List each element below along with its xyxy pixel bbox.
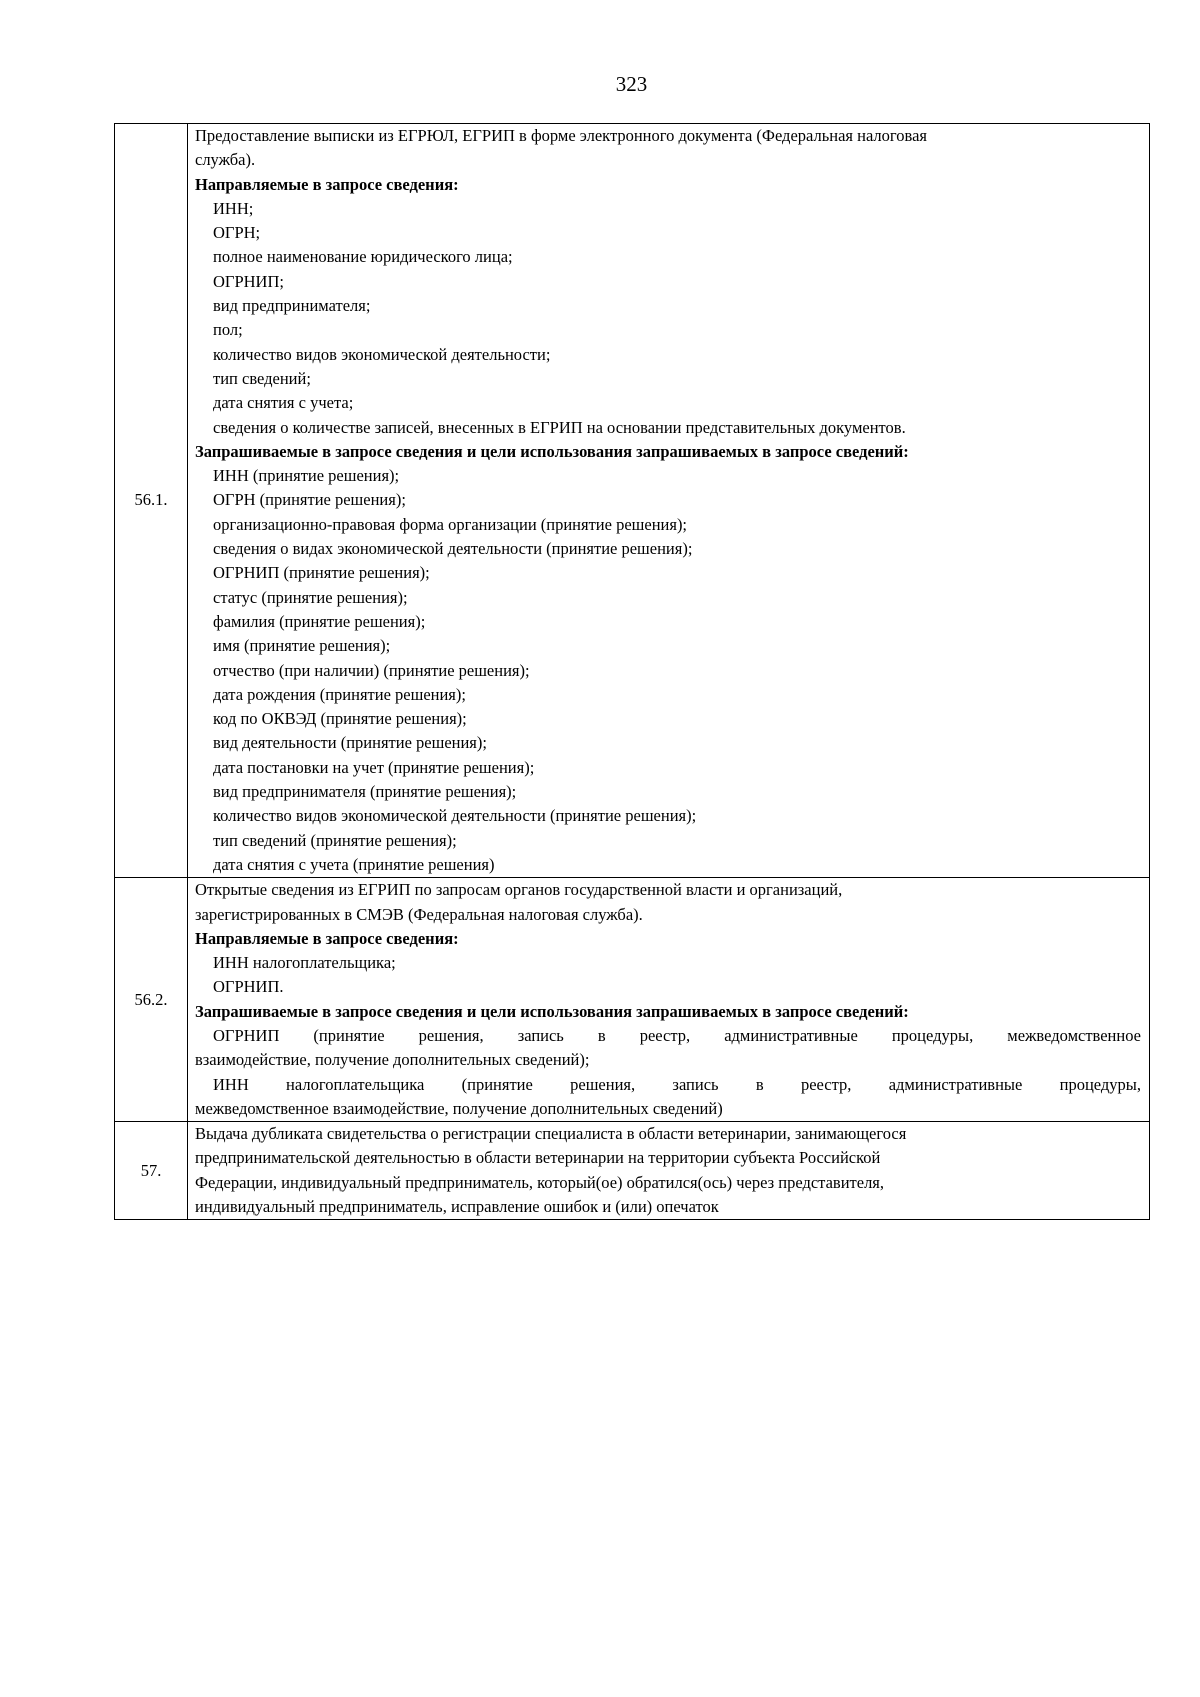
list-item: код по ОКВЭД (принятие решения); bbox=[213, 709, 467, 729]
paragraph-continuation: межведомственное взаимодействие, получение дополнительных сведений) bbox=[195, 1098, 723, 1118]
list-item: вид предпринимателя; bbox=[213, 296, 371, 316]
services-table bbox=[114, 123, 1150, 1220]
list-item: ИНН (принятие решения); bbox=[213, 466, 400, 486]
sent-data-heading: Направляемые в запросе сведения: bbox=[195, 174, 459, 194]
list-item: дата снятия с учета (принятие решения) bbox=[213, 854, 495, 874]
service-title-line: предпринимательской деятельностью в области ветеринарии на территории субъекта Российской bbox=[195, 1148, 881, 1168]
list-item: ОГРН; bbox=[213, 223, 261, 243]
list-item: дата рождения (принятие решения); bbox=[213, 684, 466, 704]
list-item: сведения о видах экономической деятельности (принятие решения); bbox=[213, 539, 693, 559]
list-item: ОГРНИП; bbox=[213, 271, 284, 291]
list-item: вид деятельности (принятие решения); bbox=[213, 733, 487, 753]
list-item: ОГРНИП. bbox=[213, 977, 284, 997]
list-item: тип сведений (принятие решения); bbox=[213, 830, 457, 850]
page-number: 323 bbox=[615, 72, 648, 96]
row-number: 56.2. bbox=[115, 878, 188, 1122]
row-content bbox=[188, 878, 1150, 1122]
list-item: отчество (при наличии) (принятие решения); bbox=[213, 660, 530, 680]
list-item: вид предпринимателя (принятие решения); bbox=[213, 782, 517, 802]
row-number: 57. bbox=[115, 1122, 188, 1220]
service-title-line: служба). bbox=[195, 150, 256, 170]
service-title-line: Федерации, индивидуальный предприниматель, который(ое) обратился(ось) через представителя, bbox=[195, 1172, 885, 1192]
list-item: количество видов экономической деятельности (принятие решения); bbox=[213, 806, 697, 826]
paragraph-first-line: ОГРНИП (принятие решения, запись в реестр, административные процедуры, межведомственное bbox=[213, 1025, 1141, 1045]
list-item: статус (принятие решения); bbox=[213, 587, 408, 607]
paragraph-continuation: взаимодействие, получение дополнительных сведений); bbox=[195, 1050, 590, 1070]
sent-data-heading: Направляемые в запросе сведения: bbox=[195, 928, 459, 948]
service-title-line: индивидуальный предприниматель, исправление ошибок и (или) опечаток bbox=[195, 1197, 719, 1217]
list-item: пол; bbox=[213, 320, 243, 340]
requested-data-heading: Запрашиваемые в запросе сведения и цели использования запрашиваемых в запросе сведений: bbox=[195, 1001, 909, 1021]
list-item: ИНН налогоплательщика; bbox=[213, 953, 396, 973]
list-item: организационно-правовая форма организации (принятие решения); bbox=[213, 514, 688, 534]
list-item: количество видов экономической деятельности; bbox=[213, 344, 551, 364]
list-item: ИНН; bbox=[213, 198, 254, 218]
service-title-line: Открытые сведения из ЕГРИП по запросам органов государственной власти и организаций, bbox=[195, 880, 843, 900]
table-row bbox=[115, 1122, 1150, 1220]
row-content bbox=[188, 124, 1150, 878]
list-item: тип сведений; bbox=[213, 368, 311, 388]
table-row bbox=[115, 878, 1150, 1122]
list-item: полное наименование юридического лица; bbox=[213, 247, 513, 267]
paragraph-first-line: ИНН налогоплательщика (принятие решения, запись в реестр, административные процедуры, bbox=[213, 1074, 1141, 1094]
requested-data-heading: Запрашиваемые в запросе сведения и цели использования запрашиваемых в запросе сведений: bbox=[195, 441, 909, 461]
service-title-line: Выдача дубликата свидетельства о регистрации специалиста в области ветеринарии, занимающегося bbox=[195, 1124, 907, 1144]
list-item: фамилия (принятие решения); bbox=[213, 611, 426, 631]
list-item: сведения о количестве записей, внесенных в ЕГРИП на основании представительных документов. bbox=[213, 417, 906, 437]
service-title-line: Предоставление выписки из ЕГРЮЛ, ЕГРИП в форме электронного документа (Федеральная налоговая bbox=[195, 126, 927, 145]
table-row bbox=[115, 124, 1150, 878]
list-item: дата снятия с учета; bbox=[213, 393, 354, 413]
list-item: ОГРНИП (принятие решения); bbox=[213, 563, 430, 583]
row-content bbox=[188, 1122, 1150, 1220]
list-item: ОГРН (принятие решения); bbox=[213, 490, 406, 510]
list-item: имя (принятие решения); bbox=[213, 636, 391, 656]
row-number: 56.1. bbox=[115, 124, 188, 878]
list-item: дата постановки на учет (принятие решения); bbox=[213, 757, 535, 777]
service-title-line: зарегистрированных в СМЭВ (Федеральная налоговая служба). bbox=[195, 904, 643, 924]
